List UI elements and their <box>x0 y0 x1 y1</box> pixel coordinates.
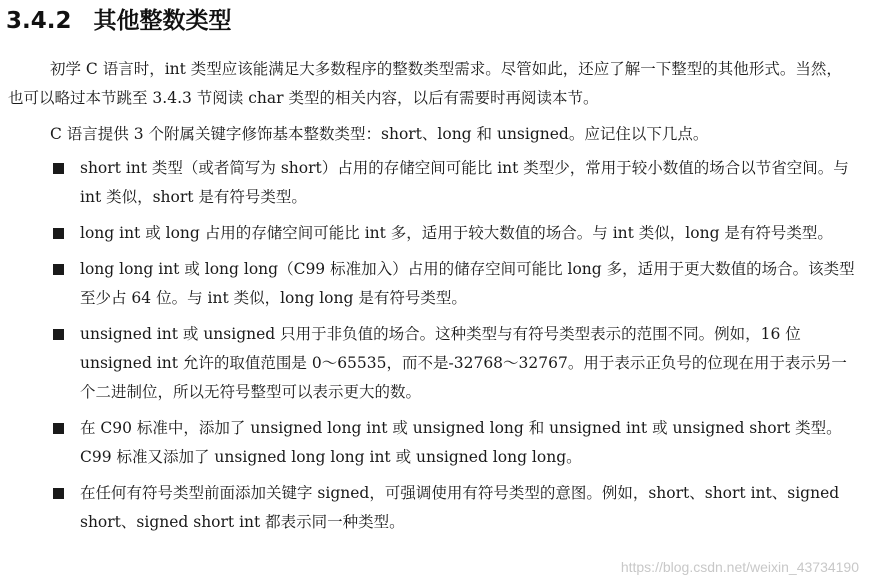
bullet-square-icon <box>53 264 64 275</box>
list-item <box>0 219 869 248</box>
bullet-square-icon <box>53 329 64 340</box>
list-item-text: unsigned int 或 unsigned 只用于非负值的场合。这种类型与有符号类型表示的范围不同。例如，16 位 unsigned int 允许的取值范围是 0～65535，而不是-32768～32767。用于表示正负号的位现在用于表示另一个二进制位，所以无符号整型可以表示更大的数。 <box>80 325 847 401</box>
section-number: 3.4.2 <box>6 8 72 34</box>
bullet-square-icon <box>53 423 64 434</box>
bullet-list <box>0 154 869 544</box>
list-item-text: long long int 或 long long（C99 标准加入）占用的储存空间可能比 long 多，适用于更大数值的场合。该类型至少占 64 位。与 int 类似，long long 是有符号类型。 <box>80 260 855 307</box>
list-item <box>0 414 869 472</box>
list-item-text: 在任何有符号类型前面添加关键字 signed，可强调使用有符号类型的意图。例如，short、short int、signed short、signed short int 都表示同一种类型。 <box>80 484 840 531</box>
list-item-text: 在 C90 标准中，添加了 unsigned long int 或 unsigned long 和 unsigned int 或 unsigned short 类型。C99 标准又添加了 unsigned long long int 或 unsigned long long。 <box>80 419 842 466</box>
intro-paragraph-1: 初学 C 语言时，int 类型应该能满足大多数程序的整数类型需求。尽管如此，还应了解一下整型的其他形式。当然，也可以略过本节跳至 3.4.3 节阅读 char 类型的相关内容，以后有需要时再阅读本节。 <box>8 60 842 107</box>
intro-paragraph-2: C 语言提供 3 个附属关键字修饰基本整数类型：short、long 和 unsigned。应记住以下几点。 <box>50 125 709 143</box>
list-item <box>0 479 869 537</box>
list-item-text: long int 或 long 占用的存储空间可能比 int 多，适用于较大数值的场合。与 int 类似，long 是有符号类型。 <box>80 224 833 242</box>
watermark-url: https://blog.csdn.net/weixin_43734190 <box>620 559 859 575</box>
list-item <box>0 255 869 313</box>
bullet-square-icon <box>53 228 64 239</box>
list-item <box>0 154 869 212</box>
list-item <box>0 320 869 407</box>
bullet-square-icon <box>53 163 64 174</box>
bullet-square-icon <box>53 488 64 499</box>
section-heading <box>6 6 232 36</box>
list-item-text: short int 类型（或者简写为 short）占用的存储空间可能比 int 类型少，常用于较小数值的场合以节省空间。与 int 类似，short 是有符号类型。 <box>80 159 849 206</box>
section-title: 其他整数类型 <box>93 8 232 34</box>
